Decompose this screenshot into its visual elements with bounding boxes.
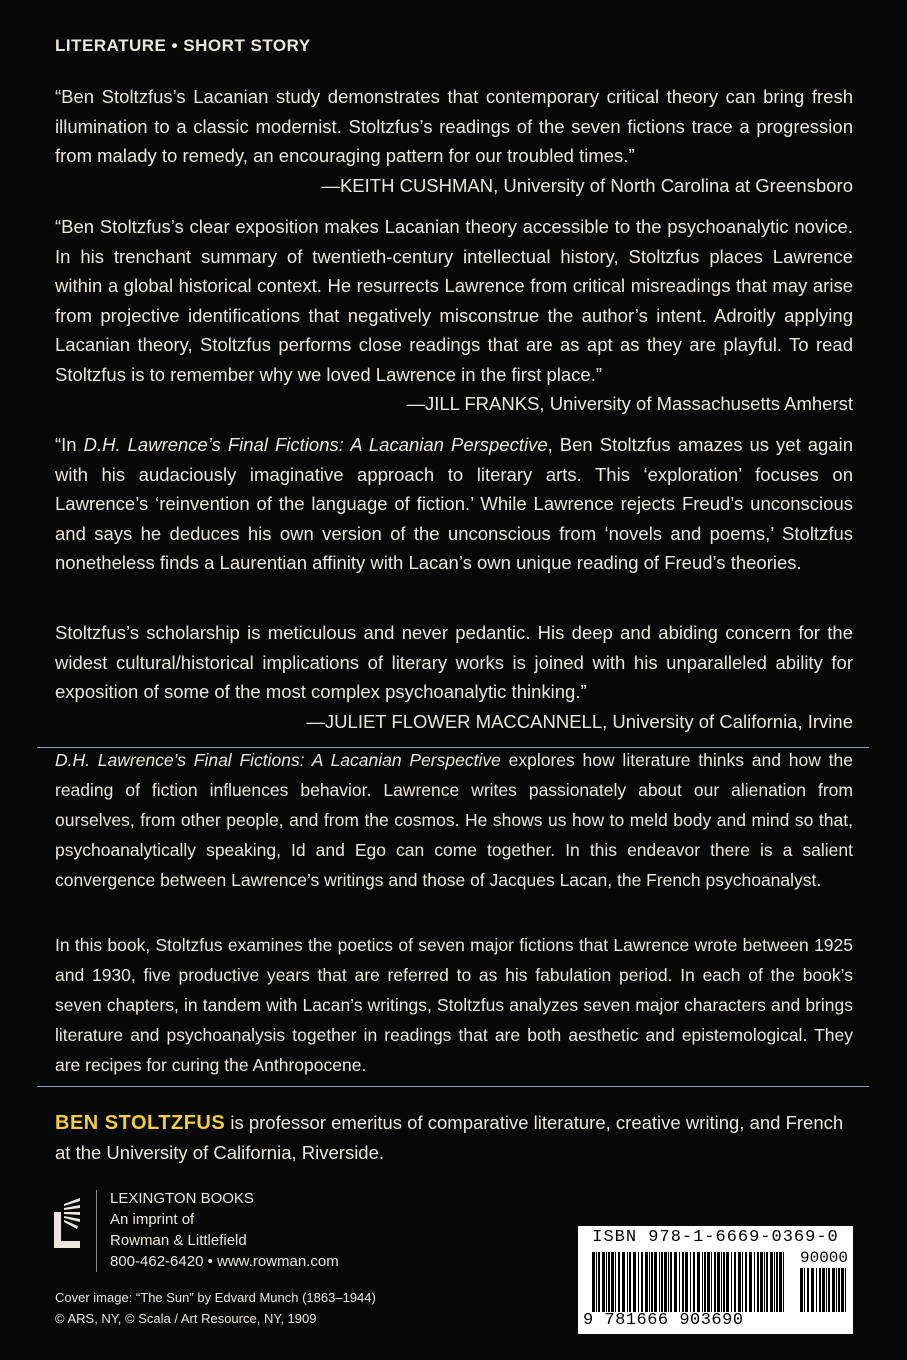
barcode-bar [670,1252,672,1312]
barcode-bar [596,1252,597,1312]
barcode-bar [693,1252,695,1312]
barcode-bar [622,1252,625,1312]
barcode-bar [779,1252,782,1312]
blurb-cushman [55,82,853,200]
barcode-bar [723,1252,725,1312]
barcode-bar [697,1252,700,1312]
blurb-attribution: —JILL FRANKS, University of Massachusetts Amherst [406,393,853,414]
publisher-imprint: An imprint of [110,1211,195,1228]
barcode-bar [606,1252,607,1312]
barcode-bar [832,1268,835,1312]
author-name: BEN STOLTZFUS [55,1112,226,1134]
barcode-bar [804,1268,805,1312]
author-bio-text: is professor emeritus of comparative literature, creative writing, and French at the University of California, Riverside. [55,1112,844,1163]
blurb-text: , Ben Stoltzfus amazes us yet again with his audaciously imaginative approach to literary arts. This ‘exploration’ focuses on Lawrence’s ‘reinvention of the language of fiction.’ While Lawrence rejects Freud’s unconscious and says he deduces his own version of the unconscious from ‘novels and poems,’ Stoltzfus nonetheless finds a Laurentian affinity with Lacan’s own unique reading of Freud’s theories. [55,434,853,573]
barcode-bar [592,1252,595,1312]
barcode-bar [838,1268,840,1312]
quote-open: “In [55,434,84,455]
barcode-bar [754,1252,755,1312]
isbn-text: ISBN 978-1-6669-0369-0 [592,1228,839,1247]
book-title: D.H. Lawrence’s Final Fictions: A Lacanian Perspective [55,750,501,770]
publisher-info [110,1188,339,1272]
barcode-bar [651,1252,653,1312]
book-title: D.H. Lawrence’s Final Fictions: A Lacanian Perspective [83,434,548,455]
barcode-bar [682,1252,684,1312]
publisher-parent: Rowman & Littlefield [110,1232,247,1249]
barcode-bar [611,1252,614,1312]
barcode-bar [826,1268,827,1312]
barcode-bar [661,1252,663,1312]
barcode-bar [816,1268,817,1312]
barcode-bar [822,1268,825,1312]
barcode-bar [714,1252,716,1312]
price-barcode-bars [800,1268,848,1312]
blurb-text: “Ben Stoltzfus’s Lacanian study demonstrates that contemporary critical theory can bring fresh illumination to a classic modernist. Stoltzfus’s readings of the seven fictions trace a progression from malady to remedy, an encouraging pattern for our troubled times.” [55,86,853,166]
barcode-bar [645,1252,648,1312]
cover-credits [55,1287,376,1329]
barcode-bar [819,1268,821,1312]
ean-digits: 9 781666 903690 [583,1311,744,1330]
barcode-bar [629,1252,631,1312]
barcode-bar [674,1252,677,1312]
barcode-bar [760,1252,763,1312]
description-text: In this book, Stoltzfus examines the poetics of seven major fictions that Lawrence wrote between 1925 and 1930, five productive years that are referred to as his fabulation period. In each of the book’s seven chapters, in tandem with Lacan’s writings, Stoltzfus analyzes seven major characters and brings literature and psychoanalysis together in readings that are both aesthetic and epistemological. They are recipes for curing the Anthropocene. [55,935,853,1075]
barcode-bar [649,1252,650,1312]
author-bio [55,1108,853,1167]
barcode-bar [845,1268,846,1312]
barcode-bar [641,1252,643,1312]
barcode-bar [734,1252,736,1312]
barcode-bar [770,1252,773,1312]
ean-barcode-bars [592,1252,788,1312]
barcode-bar [731,1252,732,1312]
barcode-bar [618,1252,620,1312]
barcode-bar [811,1268,814,1312]
publisher-name: LEXINGTON BOOKS [110,1190,254,1207]
barcode-bar [654,1252,657,1312]
blurb-maccannell-continued [55,618,853,736]
barcode-bar [707,1252,710,1312]
barcode-bar [776,1252,778,1312]
barcode-bar [764,1252,765,1312]
barcode-bar [841,1268,844,1312]
description-paragraph-1 [55,745,853,895]
barcode-bar [608,1252,610,1312]
blurb-attribution: —KEITH CUSHMAN, University of North Carolina at Greensboro [321,174,853,196]
barcode-bar [836,1268,837,1312]
barcode-bar [685,1252,688,1312]
logo-divider [96,1190,97,1272]
blurb-attribution: —JULIET FLOWER MACCANNELL, University of California, Irvine [306,710,853,732]
barcode-bar [615,1252,616,1312]
barcode-bar [690,1252,691,1312]
credit-line: Cover image: “The Sun” by Edvard Munch (1863–1944) [55,1290,376,1305]
description-text: explores how literature thinks and how the reading of fiction influences behavior. Lawrence writes passionately about our alienation from ourselves, from other people, and from the cosmos. He shows us how to meld body and mind so that, psychoanalytically speaking, Id and Ego can come together. In this endeavor there is a salient convergence between Lawrence’s writings and those of Jacques Lacan, the French psychoanalyst. [55,750,853,890]
barcode-bar [668,1252,669,1312]
barcode-bar [598,1252,600,1312]
barcode-bar [726,1252,729,1312]
barcode-bar [638,1252,639,1312]
barcode-bar [627,1252,628,1312]
blurb-text: “Ben Stoltzfus’s clear exposition makes Lacanian theory accessible to the psychoanalytic novice. In his trenchant summary of twentieth-century intellectual history, Stoltzfus places Lawrence within a global historical context. He resurrects Lawrence from critical misreadings that may arise from projective identifications that negatively misconstrue the author’s intent. Adroitly applying Lacanian theory, Stoltzfus performs close readings that are as apt as they are playful. To read Stoltzfus is to remember why we loved Lawrence in the first place.” [55,216,853,385]
barcode-bar [807,1268,809,1312]
divider [37,1086,869,1087]
blurb-franks [55,212,853,419]
barcode-bar [711,1252,712,1312]
price-code: 90000 [800,1249,849,1267]
barcode-bar [738,1252,741,1312]
lexington-books-logo [52,1188,82,1250]
barcode-bar [679,1252,680,1312]
barcode-bar [749,1252,752,1312]
barcode-bar [702,1252,703,1312]
description-paragraph-2 [55,930,853,1080]
category-label: LITERATURE • SHORT STORY [55,36,311,55]
barcode-bar [717,1252,720,1312]
barcode-bar [757,1252,759,1312]
barcode-bar [602,1252,605,1312]
barcode-bar [659,1252,660,1312]
barcode-bar [774,1252,775,1312]
blurb-text: Stoltzfus’s scholarship is meticulous and never pedantic. His deep and abiding concern for the widest cultural/historical implications of literary works is joined with his unparalleled ability for exposition of some of the most complex psychoanalytic thinking.” [55,622,853,702]
barcode-bar [783,1252,784,1312]
barcode-bar [633,1252,636,1312]
credit-line: © ARS, NY, © Scala / Art Resource, NY, 1909 [55,1311,317,1326]
barcode-bar [664,1252,667,1312]
publisher-contact: 800-462-6420 • www.rowman.com [110,1253,339,1270]
barcode-bar [800,1268,803,1312]
barcode-bar [742,1252,743,1312]
barcode-bar [704,1252,706,1312]
barcode-bar [766,1252,768,1312]
barcode-bar [745,1252,747,1312]
barcode-bar [721,1252,722,1312]
barcode-bar [828,1268,830,1312]
blurb-maccannell [55,430,853,578]
barcode [578,1226,853,1334]
